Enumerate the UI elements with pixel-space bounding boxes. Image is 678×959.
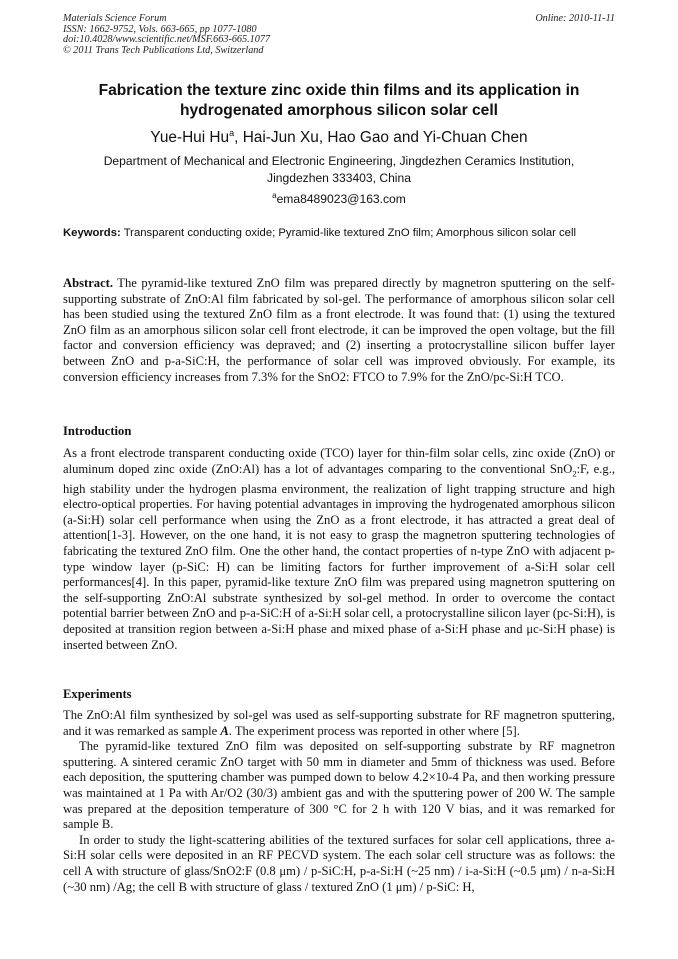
affiliation-line-1: Department of Mechanical and Electronic Engineering, Jingdezhen Ceramics Institution, bbox=[103, 154, 575, 168]
title-line-2: hydrogenated amorphous silicon solar cell bbox=[179, 101, 498, 119]
keywords-text: Transparent conducting oxide; Pyramid-like textured ZnO film; Amorphous silicon solar cell bbox=[120, 227, 576, 239]
experiments-paragraph-2: The pyramid-like textured ZnO film was deposited on self-supporting substrate by RF magnetron sputtering. A sintered ceramic ZnO target with 50 mm in diameter and 5mm of thickness was used. Before each deposition, the sputtering chamber was pumped down to below 4.2×10-4 Pa, and then working pressure was maintained at 1 Pa with Ar/O2 (30/3) ambient gas and with the sputtering power of 200 W. The sample was prepared at the deposition temperature of 300 °C for 2 h with 120 V bias, and it was remarked for sample B. bbox=[63, 739, 615, 832]
introduction-heading: Introduction bbox=[63, 424, 132, 438]
experiments-paragraph-1 bbox=[63, 708, 615, 739]
first-author: Yue-Hui Hu bbox=[150, 129, 230, 146]
sample-a-label: A bbox=[220, 723, 229, 738]
exp-p1-text-a: The ZnO:Al film synthesized by sol-gel was used as self-supporting substrate for RF magnetron sputtering, and it was remarked as sample bbox=[63, 708, 615, 738]
abstract bbox=[63, 276, 615, 385]
affiliation-line-2: Jingdezhen 333403, China bbox=[267, 171, 411, 185]
doi-line: doi:10.4028/www.scientific.net/MSF.663-665.1077 bbox=[63, 34, 271, 46]
title-line-1: Fabrication the texture zinc oxide thin films and its application in bbox=[98, 82, 580, 99]
experiments-paragraph-3: In order to study the light-scattering abilities of the textured surfaces for solar cell applications, three a-Si:H solar cells were deposited in an RF PECVD system. The each solar cell structure was as follows: the cell A with structure of glass/SnO2:F (0.8 μm) / p-SiC:H, p-a-Si:H (~25 nm) / i-a-Si:H (~0.5 μm) / n-a-Si:H (~30 nm) /Ag; the cell B with structure of glass / textured ZnO (1 μm) / p-SiC: H, bbox=[63, 832, 615, 894]
first-author-superscript: a bbox=[229, 127, 235, 138]
copyright-line: © 2011 Trans Tech Publications Ltd, Switzerland bbox=[63, 44, 264, 56]
intro-text-part-2: :F, e.g., high stability under the hydrogen plasma environment, the realization of light trapping structure and high electro-optical properties. For having potential advantages in improving the hydrogenated amorphous silicon (a-Si:H) solar cell performance when using the ZnO as a front electrode, it has attracted a great deal of attention[1-3]. However, on the one hand, it is not easy to grasp the magnetron sputtering technologies of fabricating the textured ZnO film. One the other hand, the contact properties of n-type ZnO with adjacent p-type window layer (p-SiC: H) can be limiting factors for further improvement of a-Si:H solar cell performances[4]. In this paper, pyramid-like texture ZnO film was prepared using magnetron sputtering on the self-supporting ZnO:Al substrate synthesized by sol-gel method. In order to overcome the contact potential barrier between ZnO and p-a-SiC:H of a-Si:H solar cell, a protocrystalline silicon layer (pc-Si:H), is deposited at transition region between a-Si:H phase and mixed phase of a-Si:H phase and μc-Si:H phase) is inserted between ZnO. bbox=[63, 461, 615, 652]
author-list bbox=[60, 128, 618, 148]
email-address: ema8489023@163.com bbox=[276, 192, 406, 206]
paper-title bbox=[60, 81, 618, 120]
intro-text-part-1: As a front electrode transparent conducting oxide (TCO) layer for thin-film solar cells, zinc oxide (ZnO) or aluminum doped zinc oxide (ZnO:Al) has a lot of advantages comparing to the conventional SnO bbox=[63, 446, 615, 476]
affiliation bbox=[60, 153, 618, 187]
introduction-body bbox=[63, 446, 615, 653]
experiments-body bbox=[63, 708, 615, 895]
issn-line: ISSN: 1662-9752, Vols. 663-665, pp 1077-1080 bbox=[63, 23, 257, 35]
abstract-label: Abstract. bbox=[63, 276, 114, 290]
intro-subscript: 2 bbox=[572, 468, 577, 479]
keywords-label: Keywords: bbox=[63, 227, 121, 239]
journal-header bbox=[63, 14, 615, 56]
exp-p1-text-b: . The experiment process was reported in other where [5]. bbox=[228, 723, 520, 738]
keywords bbox=[63, 226, 615, 242]
online-date: Online: 2010-11-11 bbox=[535, 13, 615, 24]
other-authors: , Hai-Jun Xu, Hao Gao and Yi-Chuan Chen bbox=[234, 129, 528, 146]
journal-name: Materials Science Forum bbox=[63, 13, 167, 24]
email-superscript: a bbox=[272, 190, 277, 200]
author-email bbox=[60, 190, 618, 208]
abstract-text: The pyramid-like textured ZnO film was prepared directly by magnetron sputtering on the self-supporting substrate of ZnO:Al film fabricated by sol-gel. The performance of amorphous silicon solar cell has been studied using the textured ZnO film as a front electrode. It was found that: (1) using the textured ZnO film as an amorphous silicon solar cell front electrode, it can be improved the open voltage, but the fill factor and conversion efficiency was depraved; and (2) inserting a protocrystalline silicon buffer layer between ZnO and p-a-SiC:H, the performance of solar cell was improved obviously. For example, its conversion efficiency increases from 7.3% for the SnO2: FTCO to 7.9% for the ZnO/pc-Si:H TCO. bbox=[63, 276, 615, 384]
experiments-heading: Experiments bbox=[63, 687, 132, 701]
